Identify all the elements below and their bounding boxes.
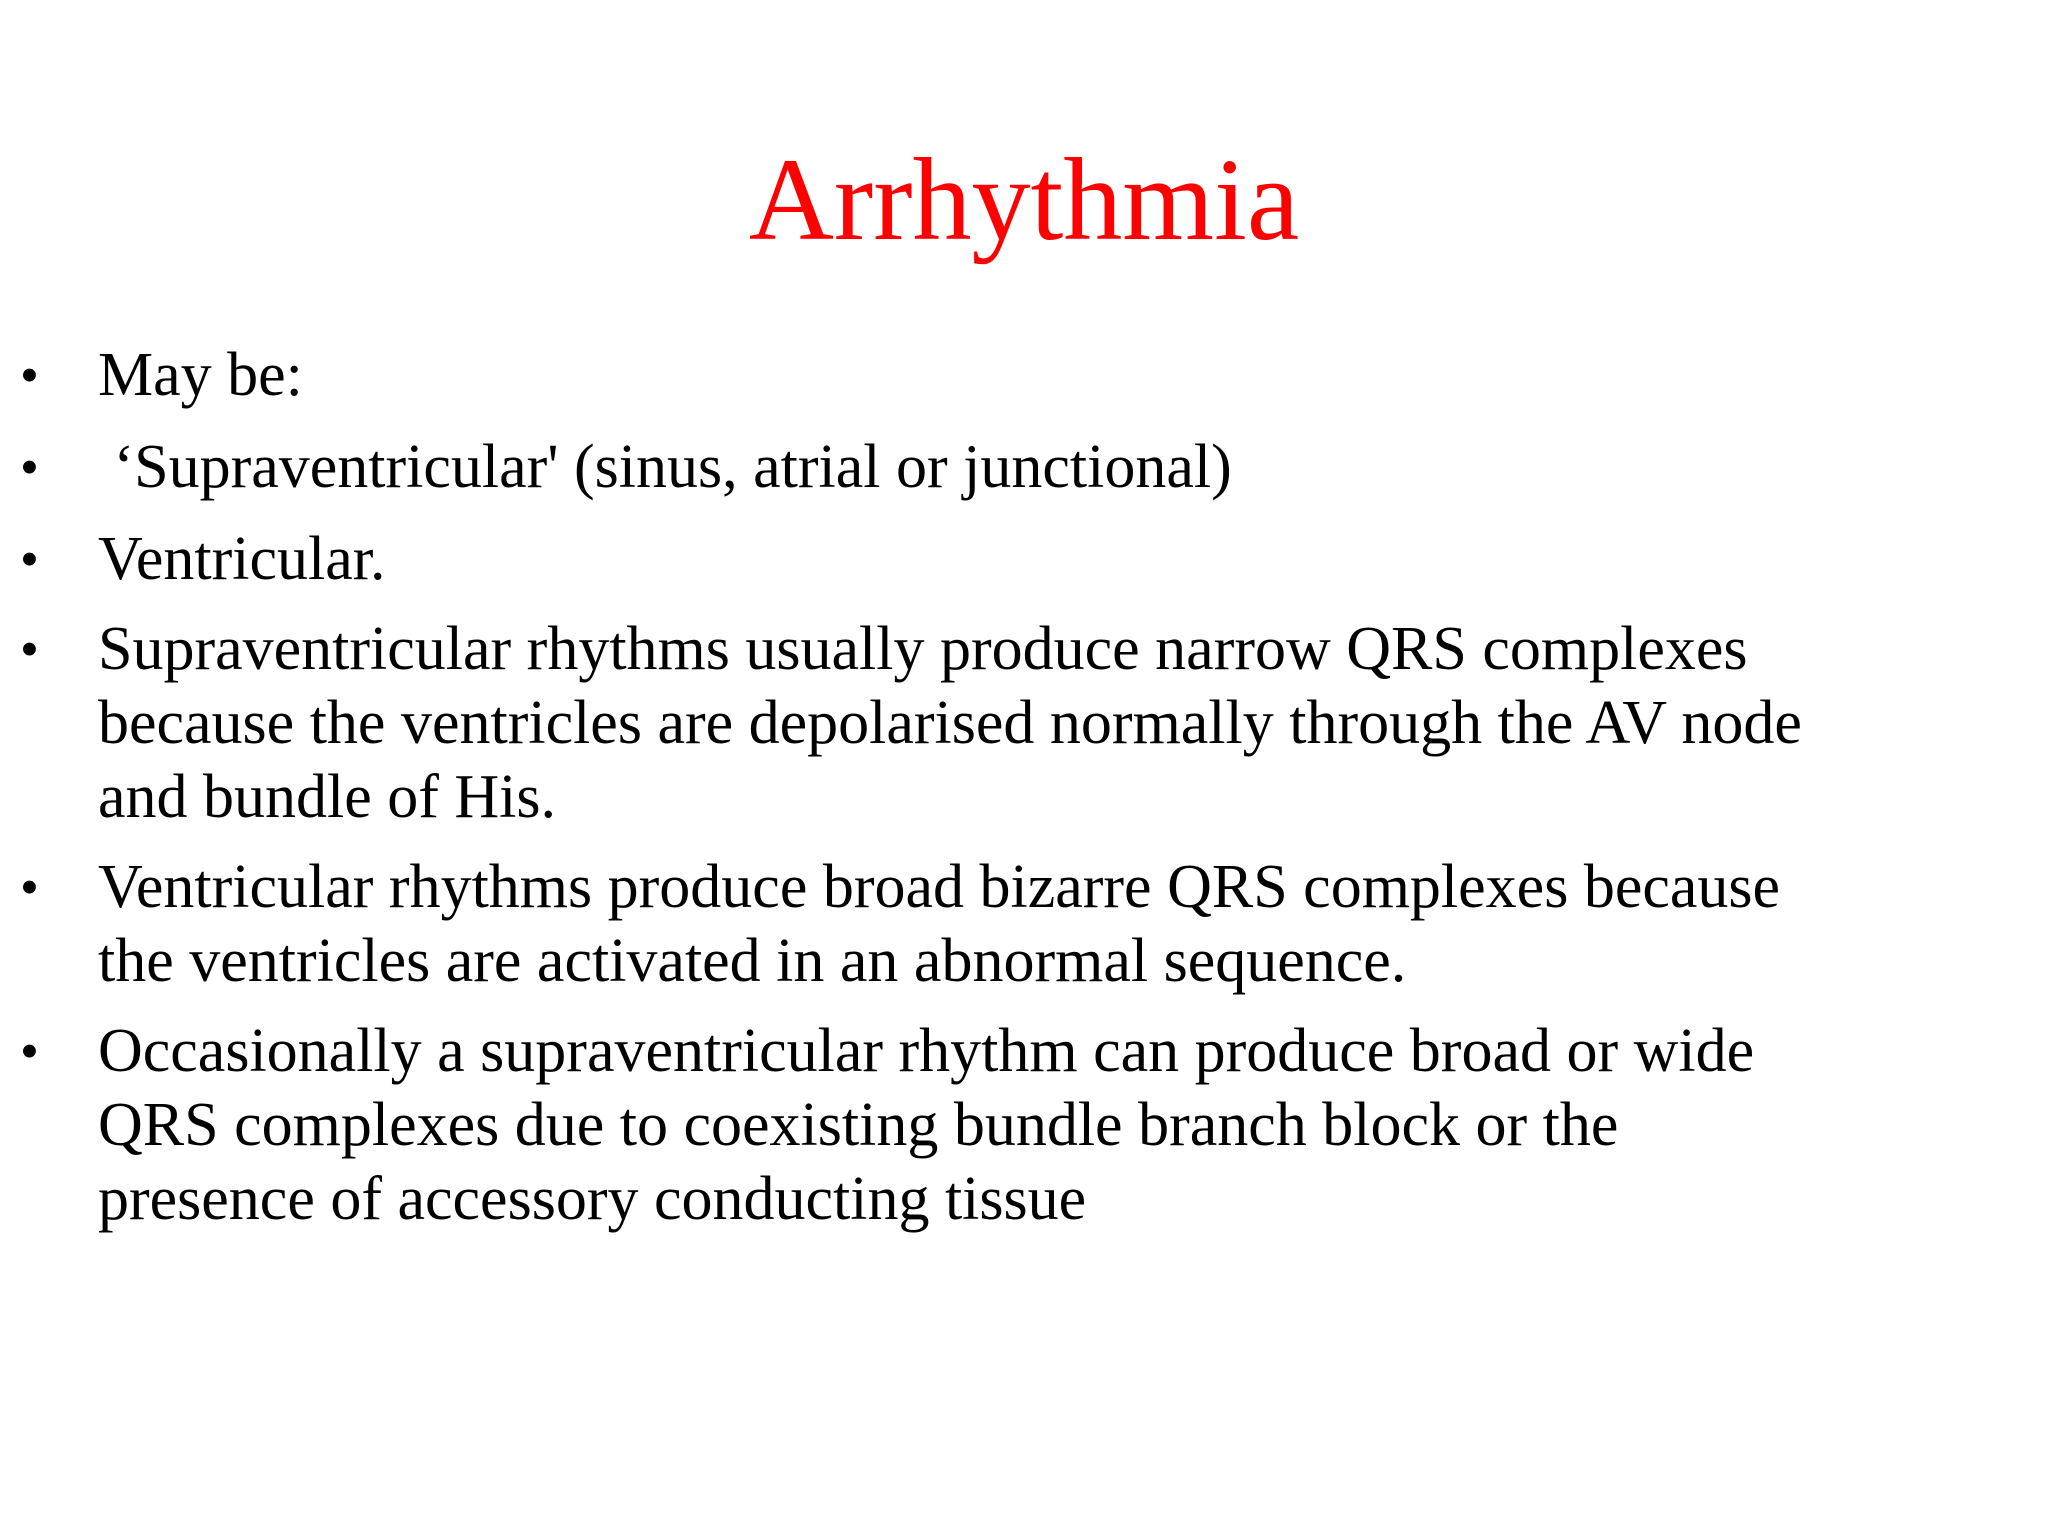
bullet-text-line: Ventricular. bbox=[98, 525, 386, 593]
bullet-icon: • bbox=[20, 619, 39, 679]
bullet-item bbox=[0, 1014, 2030, 1236]
bullet-item bbox=[0, 522, 2030, 596]
bullet-icon: • bbox=[20, 437, 39, 497]
bullet-item bbox=[0, 430, 2030, 504]
bullet-list bbox=[0, 338, 2030, 1254]
bullet-item bbox=[0, 850, 2030, 998]
bullet-icon: • bbox=[20, 529, 39, 589]
bullet-text-line: and bundle of His. bbox=[98, 763, 557, 831]
bullet-icon: • bbox=[20, 857, 39, 917]
bullet-text-line: Supraventricular rhythms usually produce narrow QRS complexes bbox=[98, 615, 1748, 683]
bullet-text-line: the ventricles are activated in an abnormal sequence. bbox=[98, 927, 1407, 995]
bullet-text-line: QRS complexes due to coexisting bundle branch block or the bbox=[98, 1091, 1619, 1159]
bullet-item bbox=[0, 612, 2030, 834]
bullet-icon: • bbox=[20, 345, 39, 405]
slide-title: Arrhythmia bbox=[748, 134, 1300, 265]
bullet-item bbox=[0, 338, 2030, 412]
bullet-icon: • bbox=[20, 1021, 39, 1081]
bullet-text-line: presence of accessory conducting tissue bbox=[98, 1165, 1087, 1233]
bullet-text-line: ‘Supraventricular' (sinus, atrial or junctional) bbox=[98, 433, 1232, 501]
bullet-text-line: Ventricular rhythms produce broad bizarre QRS complexes because bbox=[98, 853, 1781, 921]
bullet-text-line: May be: bbox=[98, 341, 303, 409]
bullet-text-line: Occasionally a supraventricular rhythm can produce broad or wide bbox=[98, 1017, 1755, 1085]
bullet-text-line: because the ventricles are depolarised normally through the AV node bbox=[98, 689, 1802, 757]
